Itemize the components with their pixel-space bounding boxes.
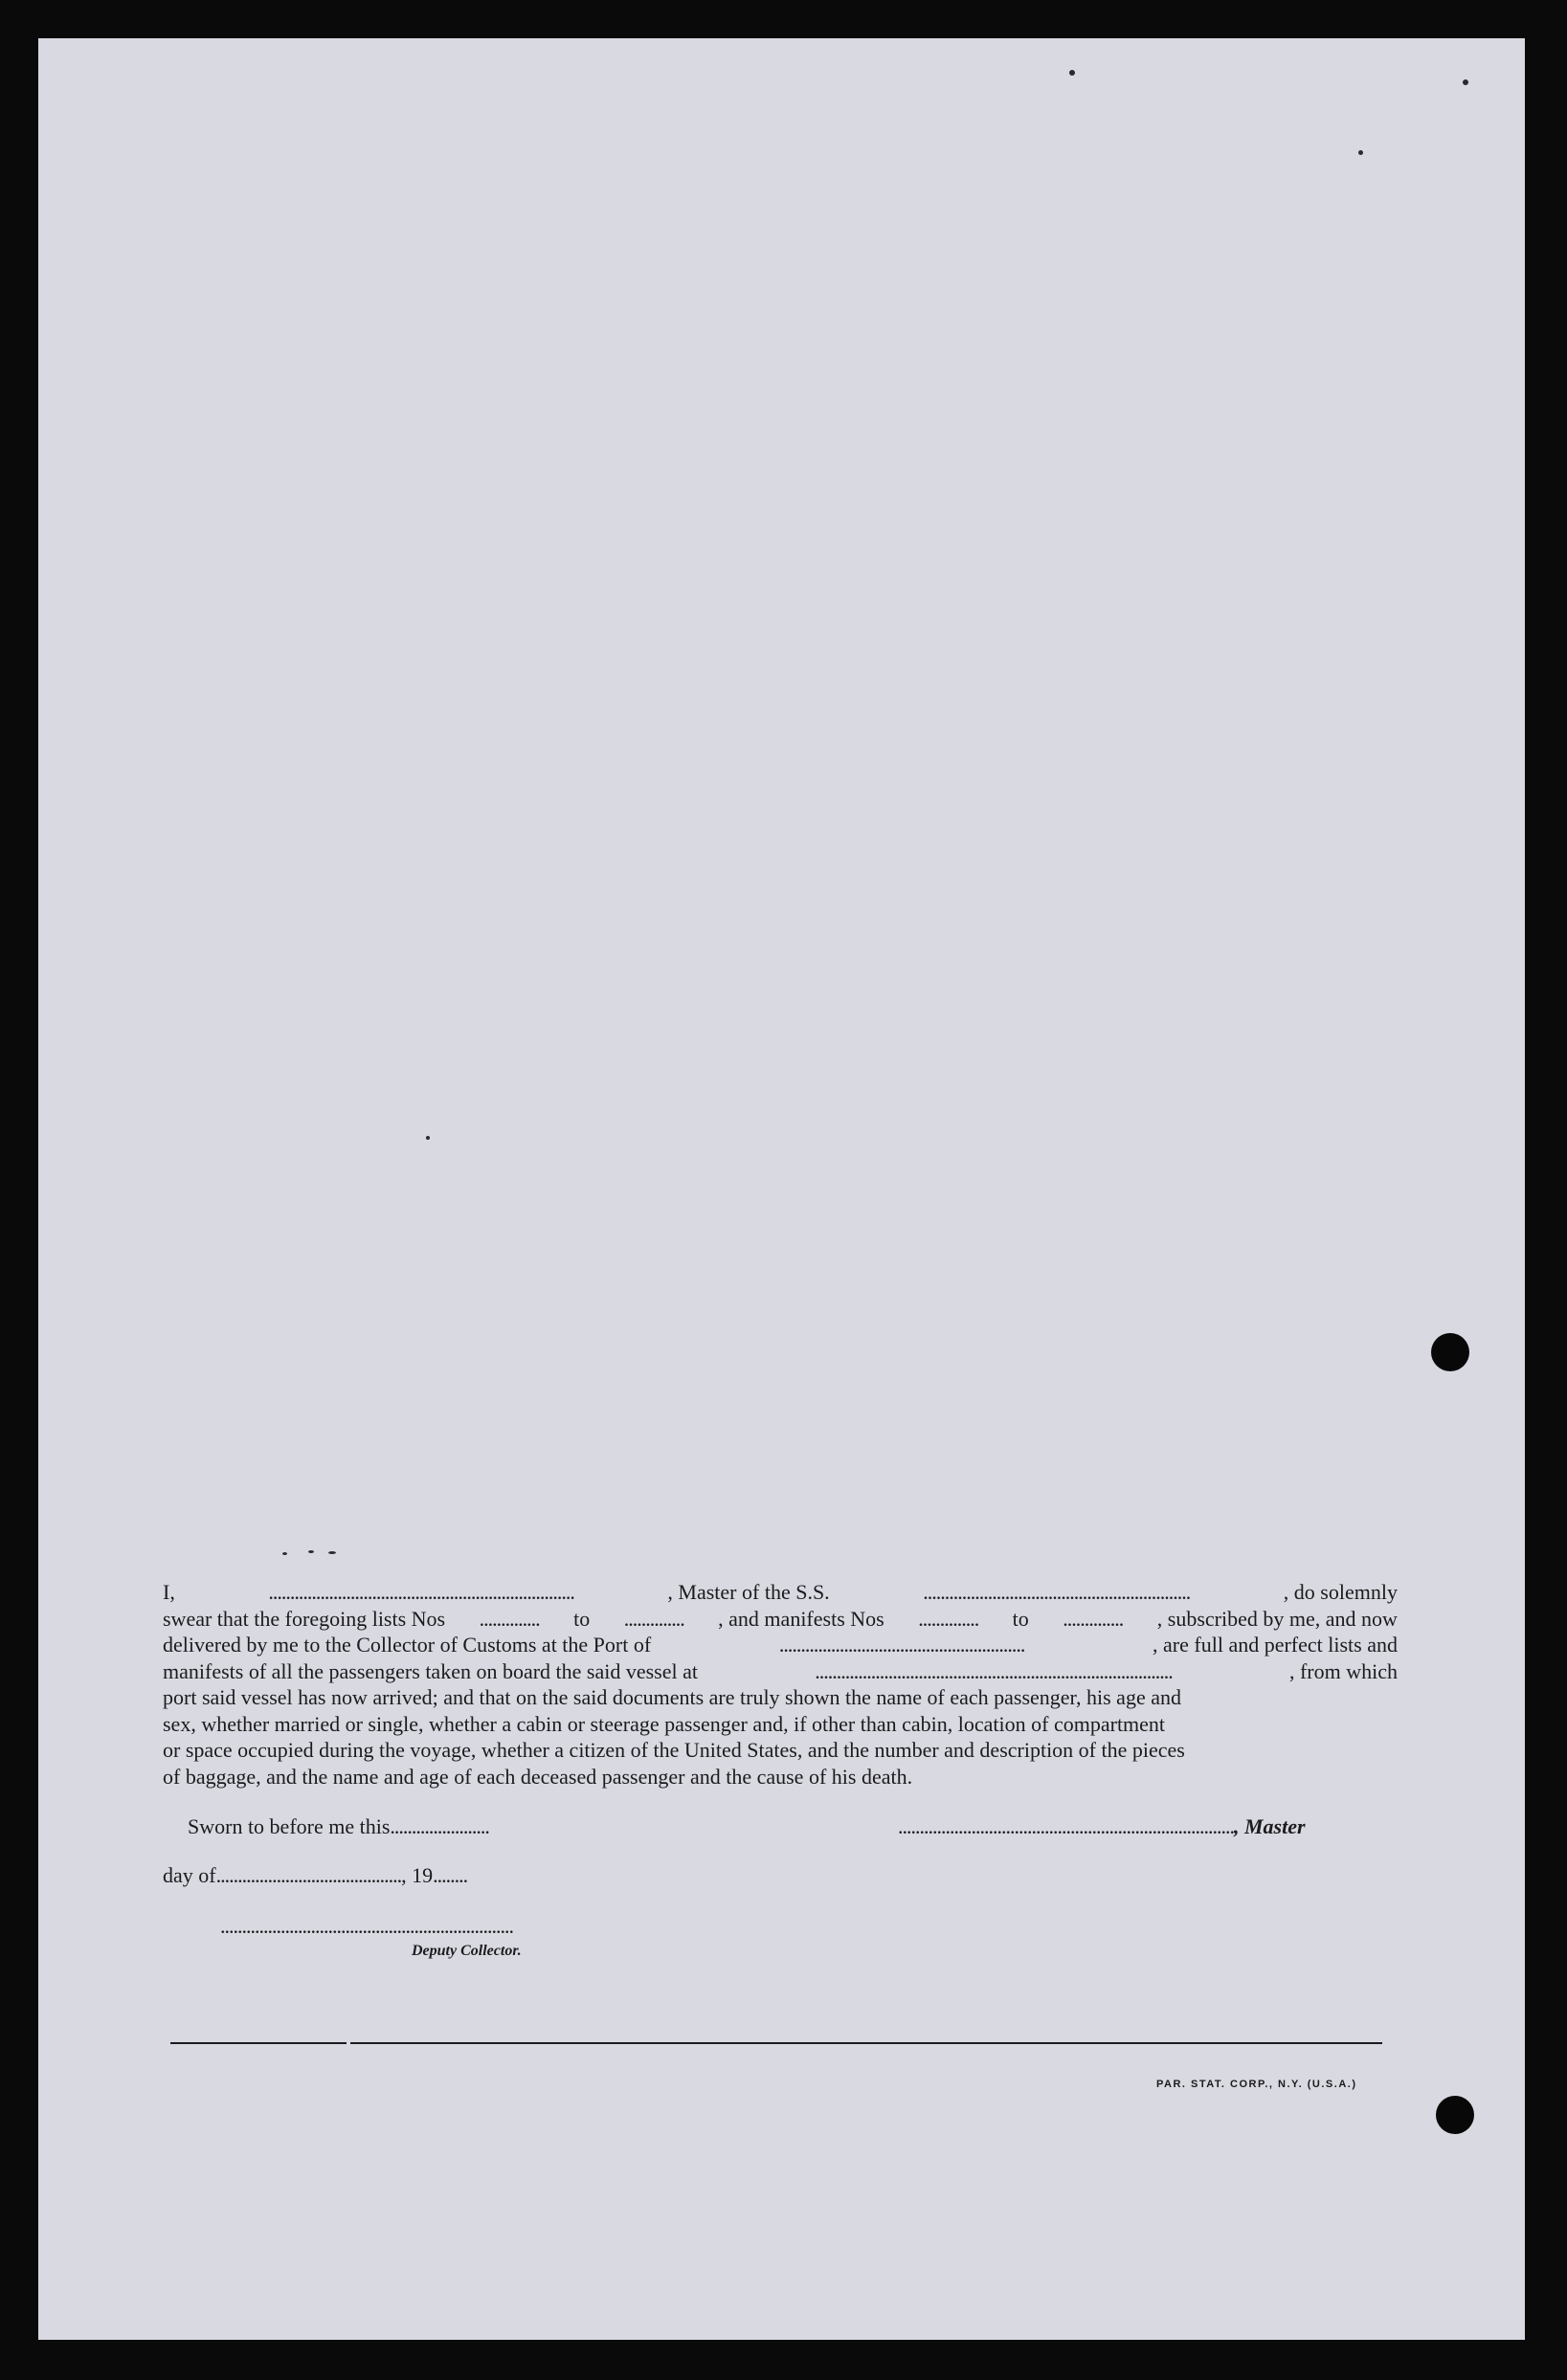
scan-speck (308, 1550, 314, 1553)
oath-text: I, (163, 1580, 175, 1604)
oath-line (163, 1711, 1398, 1738)
scan-speck (1358, 150, 1363, 155)
master-label: , Master (1234, 1814, 1306, 1838)
deputy-signature-line: .................................................................... (220, 1914, 513, 1938)
oath-text: or space occupied during the voyage, whether a citizen of the United States, and the number and description of the pieces (163, 1738, 1185, 1762)
scan-speck (1463, 79, 1468, 85)
divider-rule-left (170, 2042, 347, 2044)
scan-speck (1069, 70, 1075, 76)
oath-text: swear that the foregoing lists Nos (163, 1606, 446, 1631)
oath-line: delivered by me to the Collector of Customs at the Port of ......................................................... , are full and perfect lists and (163, 1633, 1398, 1657)
oath-text: to (1012, 1606, 1029, 1631)
oath-line (163, 1737, 1398, 1764)
oath-text: sex, whether married or single, whether a cabin or steerage passenger and, if other than cabin, location of compartment (163, 1711, 1166, 1736)
punch-hole-upper (1431, 1333, 1469, 1371)
oath-text: of baggage, and the name and age of each deceased passenger and the cause of his death. (163, 1764, 913, 1789)
punch-hole-lower (1436, 2096, 1474, 2134)
oath-line: manifests of all the passengers taken on board the said vessel at ................................................................................... , from which (163, 1658, 1398, 1683)
printer-imprint: PAR. STAT. CORP., N.Y. (U.S.A.) (1156, 2079, 1357, 2090)
scan-speck (328, 1551, 336, 1554)
oath-text: , Master of the S.S. (667, 1580, 830, 1604)
master-signature-line: .............................................................................., Master (898, 1814, 1306, 1838)
oath-text: , and manifests Nos (718, 1606, 884, 1631)
oath-text: , from which (1288, 1658, 1398, 1683)
day-label: day of (163, 1863, 216, 1887)
scan-speck (282, 1552, 287, 1555)
scan-speck (426, 1136, 430, 1140)
oath-text: delivered by me to the Collector of Customs at the Port of (163, 1633, 652, 1657)
oath-line (163, 1764, 1398, 1791)
oath-text: , subscribed by me, and now (1156, 1606, 1398, 1631)
oath-text: manifests of all the passengers taken on board the said vessel at (163, 1658, 699, 1683)
oath-line (163, 1684, 1398, 1711)
sworn-label: Sworn to before me this (188, 1814, 391, 1838)
oath-text: , do solemnly (1283, 1580, 1398, 1604)
master-oath-paragraph (163, 1579, 1398, 1790)
year-label: , 19 (401, 1863, 434, 1887)
oath-text: to (573, 1606, 591, 1631)
sworn-line: Sworn to before me this....................... (188, 1814, 489, 1838)
oath-line: I, ....................................................................... , Master of the S.S. .............................................................. , do solemnly (163, 1580, 1398, 1604)
oath-text: , are full and perfect lists and (1153, 1633, 1398, 1657)
day-line: day of..........................................., 19........ (163, 1863, 468, 1887)
document-page (38, 38, 1525, 2340)
deputy-collector-label: Deputy Collector. (412, 1943, 522, 1959)
oath-line: swear that the foregoing lists Nos .............. to .............. , and manifests Nos .............. to .............. , subscribed by me, and now (163, 1606, 1398, 1631)
oath-text: port said vessel has now arrived; and that on the said documents are truly shown the name of each passenger, his age and (163, 1685, 1181, 1709)
divider-rule-right (350, 2042, 1382, 2044)
